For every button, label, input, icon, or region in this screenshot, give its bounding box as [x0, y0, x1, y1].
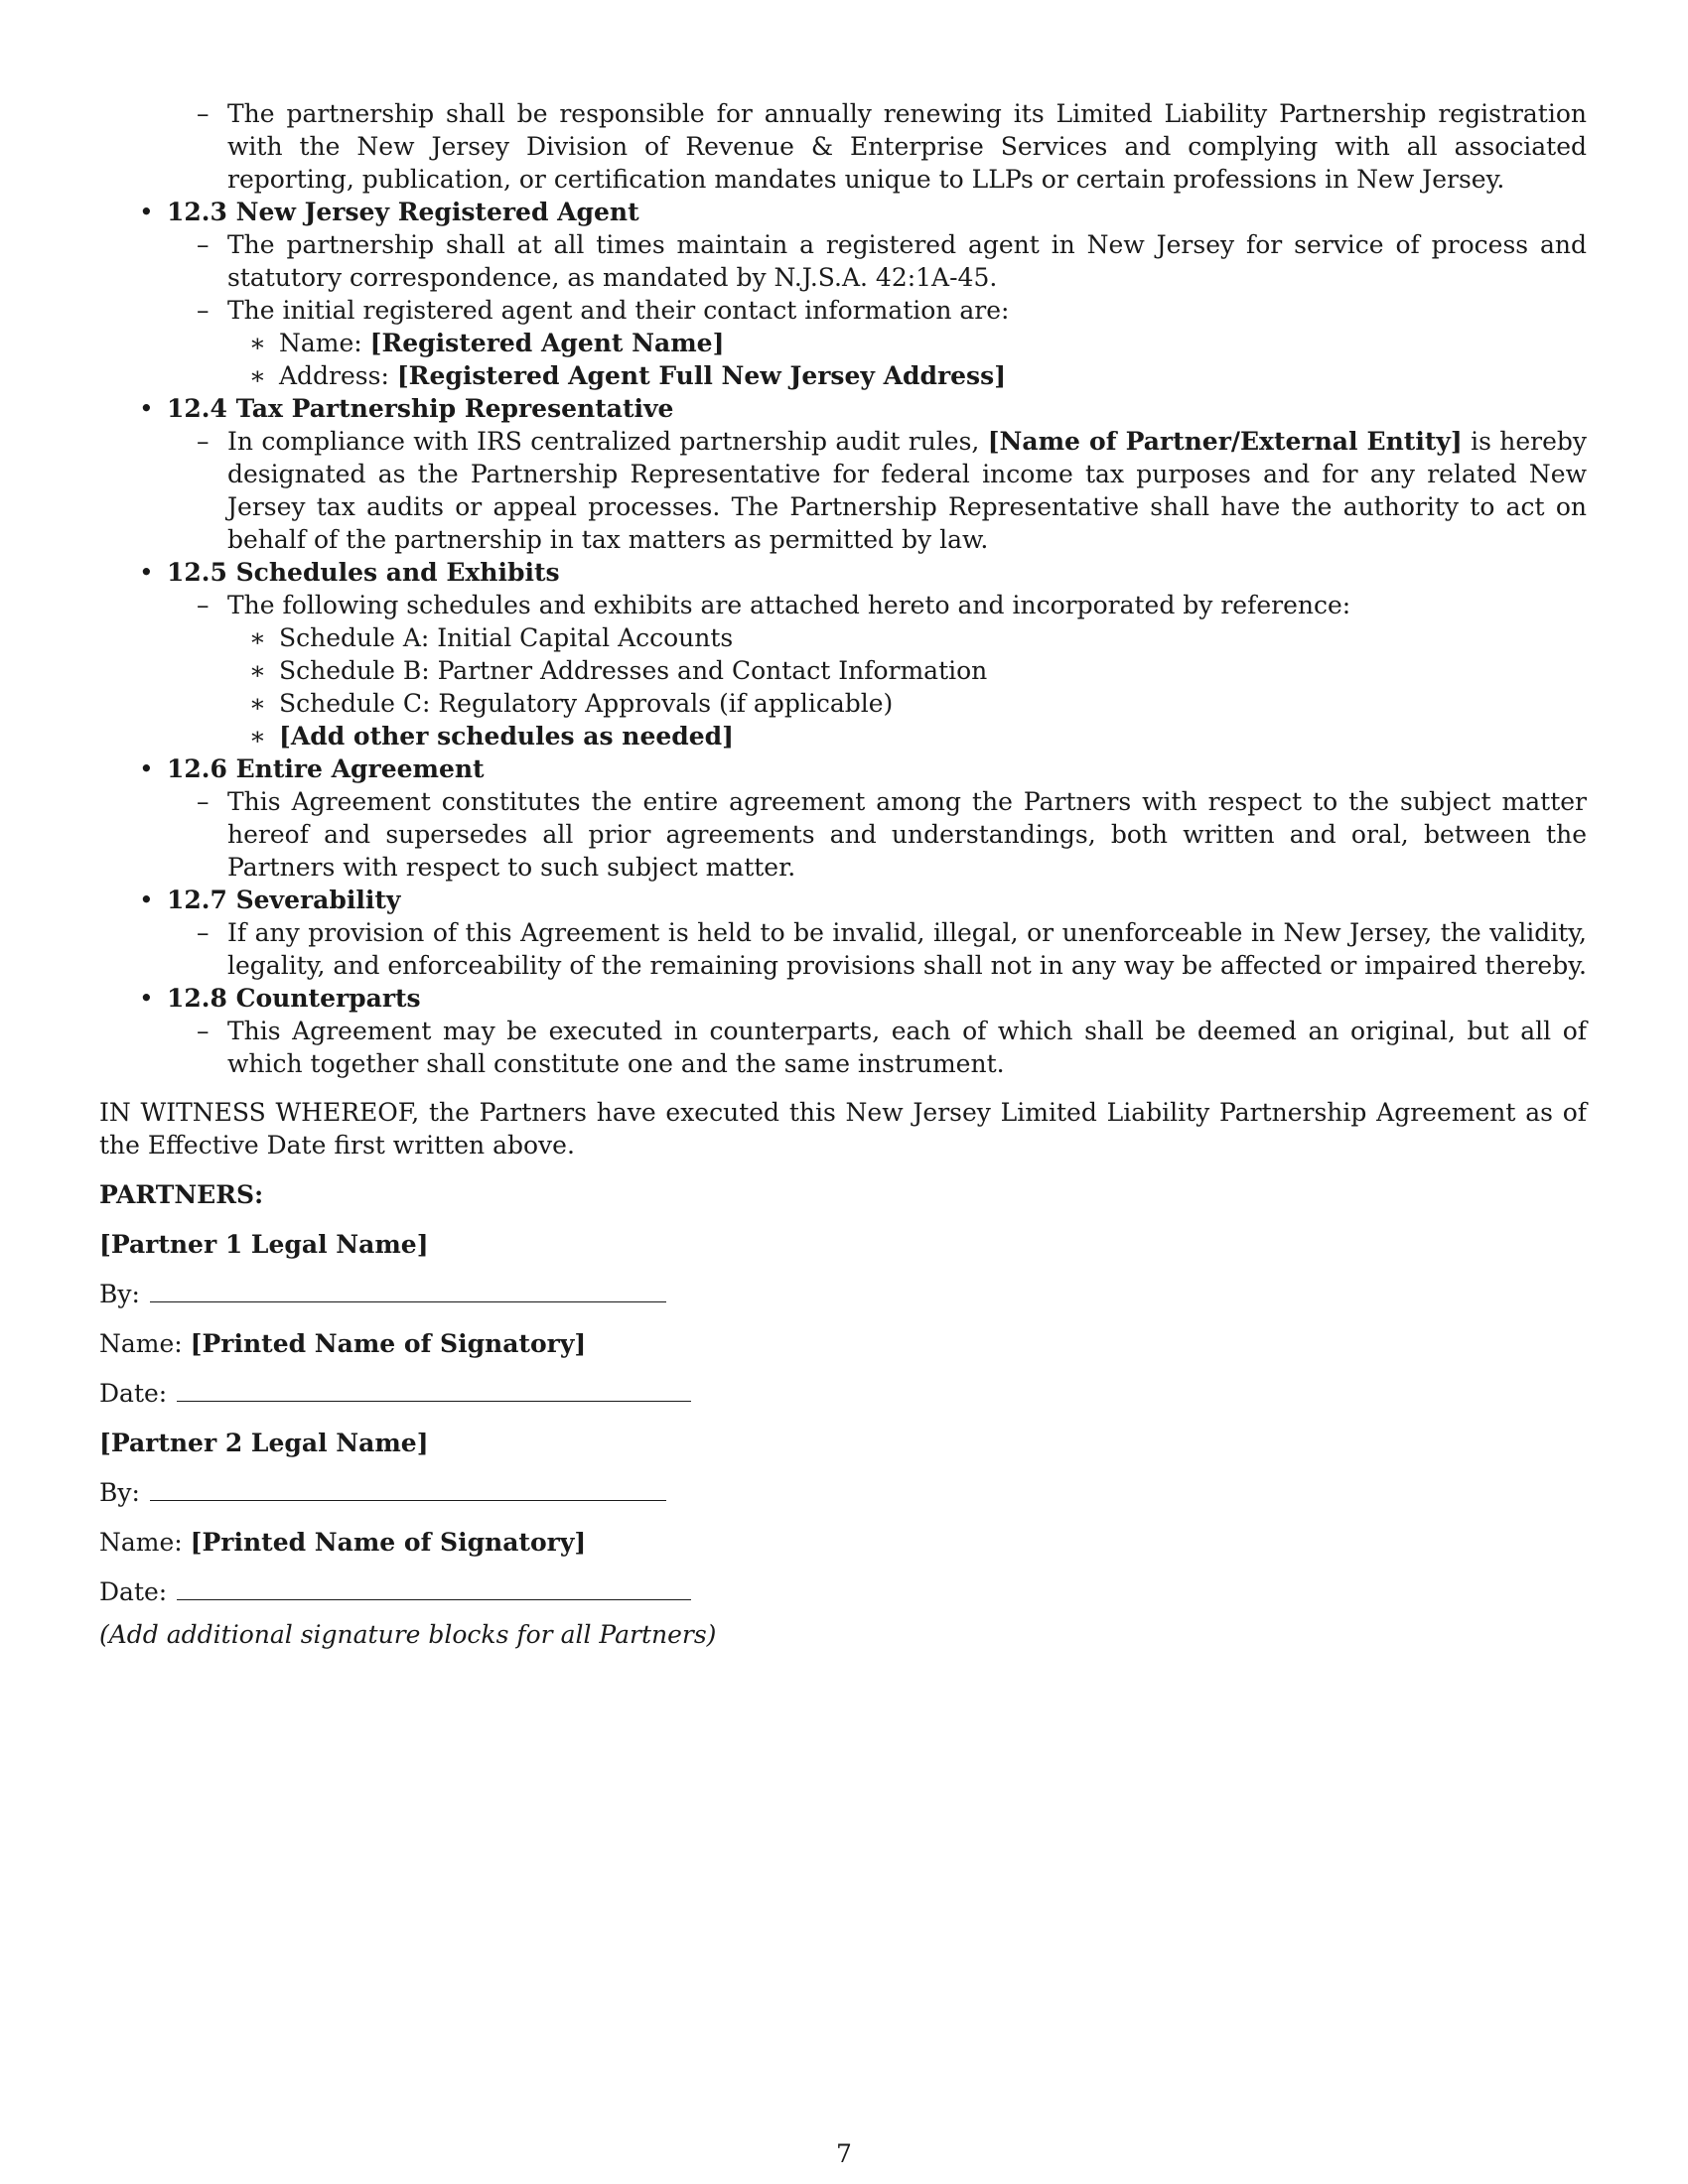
schedule-item	[99, 720, 1587, 752]
bullet-marker: •	[139, 754, 154, 783]
star-marker: ∗	[249, 722, 266, 751]
list-item-text: The initial registered agent and their contact information are:	[227, 296, 1010, 325]
list-item	[99, 97, 1587, 196]
section-heading-12-8	[99, 982, 1587, 1015]
name-label: Name:	[99, 1329, 183, 1358]
section-heading-12-7	[99, 884, 1587, 916]
schedule-item	[99, 654, 1587, 687]
section-heading-12-4	[99, 392, 1587, 425]
signatory-name-placeholder: [Printed Name of Signatory]	[190, 1528, 587, 1557]
list-item-text: In compliance with IRS centralized partnership audit rules,	[227, 427, 980, 456]
list-item	[99, 589, 1587, 621]
star-marker: ∗	[249, 361, 266, 390]
bullet-marker: •	[139, 984, 154, 1013]
signatory-name-placeholder: [Printed Name of Signatory]	[190, 1329, 587, 1358]
section-heading-text: 12.5 Schedules and Exhibits	[167, 558, 560, 587]
section-heading-text: 12.3 New Jersey Registered Agent	[167, 198, 639, 226]
partner-name	[99, 1228, 1587, 1261]
dash-marker: –	[197, 1017, 210, 1045]
dash-marker: –	[197, 99, 210, 128]
witness-paragraph: IN WITNESS WHEREOF, the Partners have executed this New Jersey Limited Liability Partnership Agreement as of the Effective Date first written above.	[99, 1098, 1587, 1160]
dash-marker: –	[197, 787, 210, 816]
signatory-name-line	[99, 1526, 1587, 1559]
page-number: 7	[836, 2139, 852, 2168]
section-heading-text: 12.4 Tax Partnership Representative	[167, 394, 674, 423]
dash-marker: –	[197, 591, 210, 619]
section-heading-12-3	[99, 196, 1587, 228]
dash-marker: –	[197, 918, 210, 947]
list-item	[99, 228, 1587, 294]
list-item-text: The partnership shall at all times maintain a registered agent in New Jersey for service of process and statutory correspondence, as mandated by N.J.S.A. 42:1A-45.	[227, 230, 1587, 292]
signature-note: (Add additional signature blocks for all Partners)	[99, 1620, 717, 1649]
bullet-marker: •	[139, 886, 154, 914]
list-item-text: This Agreement may be executed in counterparts, each of which shall be deemed an original, but all of which together shall constitute one and the same instrument.	[227, 1017, 1587, 1078]
signatory-name-line	[99, 1327, 1587, 1360]
name-label: Name:	[99, 1528, 183, 1557]
signature-date-line	[99, 1377, 1587, 1410]
date-label: Date:	[99, 1379, 168, 1408]
star-marker: ∗	[249, 623, 266, 652]
schedule-text: Schedule B: Partner Addresses and Contact Information	[279, 656, 988, 685]
dash-marker: –	[197, 296, 210, 325]
dash-marker: –	[197, 230, 210, 259]
list-item-text: The following schedules and exhibits are attached hereto and incorporated by reference:	[227, 591, 1351, 619]
list-item-text: This Agreement constitutes the entire agreement among the Partners with respect to the subject matter hereof and supersedes all prior agreements and understandings, both written and oral, between the Partners with respect to such subject matter.	[227, 787, 1587, 882]
sub-list-item-agent-name	[99, 327, 1587, 359]
dash-marker: –	[197, 427, 210, 456]
bullet-marker: •	[139, 558, 154, 587]
signature-line	[150, 1280, 666, 1302]
agent-name-label: Name:	[279, 329, 362, 357]
list-item	[99, 916, 1587, 982]
list-item	[99, 294, 1587, 327]
date-line	[177, 1577, 691, 1600]
signature-by-line	[99, 1278, 1587, 1310]
star-marker: ∗	[249, 656, 266, 685]
signature-line	[150, 1478, 666, 1501]
list-item	[99, 425, 1587, 556]
date-line	[177, 1379, 691, 1402]
agent-address-label: Address:	[279, 361, 389, 390]
by-label: By:	[99, 1280, 140, 1308]
list-item	[99, 1015, 1587, 1080]
star-marker: ∗	[249, 689, 266, 718]
schedule-text: Schedule C: Regulatory Approvals (if applicable)	[279, 689, 894, 718]
schedule-text: Schedule A: Initial Capital Accounts	[279, 623, 734, 652]
bullet-marker: •	[139, 198, 154, 226]
star-marker: ∗	[249, 329, 266, 357]
section-heading-12-6	[99, 752, 1587, 785]
agent-address-placeholder: [Registered Agent Full New Jersey Address]	[396, 361, 1007, 390]
section-heading-12-5	[99, 556, 1587, 589]
agent-name-placeholder: [Registered Agent Name]	[369, 329, 725, 357]
sub-list-item-agent-address	[99, 359, 1587, 392]
signature-date-line	[99, 1575, 1587, 1608]
bullet-marker: •	[139, 394, 154, 423]
list-item-text: If any provision of this Agreement is held to be invalid, illegal, or unenforceable in New Jersey, the validity, legality, and enforceability of the remaining provisions shall not in any way be affected or impaired thereby.	[227, 918, 1587, 980]
partners-heading: PARTNERS:	[99, 1180, 264, 1209]
schedule-item	[99, 687, 1587, 720]
by-label: By:	[99, 1478, 140, 1507]
list-item-text: is hereby designated as the Partnership Representative for federal income tax purposes and for any related New Jersey tax audits or appeal processes. The Partnership Representative shall have the authority to act on behalf of the partnership in tax matters as permitted by law.	[227, 427, 1588, 554]
list-item-text: The partnership shall be responsible for annually renewing its Limited Liability Partnership registration with the New Jersey Division of Revenue & Enterprise Services and complying with all associated reporting, publication, or certification mandates unique to LLPs or certain professions in New Jersey.	[227, 99, 1587, 194]
schedule-placeholder: [Add other schedules as needed]	[279, 722, 734, 751]
date-label: Date:	[99, 1577, 168, 1606]
section-heading-text: 12.7 Severability	[167, 886, 401, 914]
partner-name-text: [Partner 1 Legal Name]	[99, 1230, 429, 1259]
partner-name-text: [Partner 2 Legal Name]	[99, 1429, 429, 1457]
signature-by-line	[99, 1476, 1587, 1509]
section-heading-text: 12.8 Counterparts	[167, 984, 421, 1013]
document-page	[99, 97, 1587, 1651]
partner-name	[99, 1427, 1587, 1459]
list-item	[99, 785, 1587, 884]
representative-placeholder: [Name of Partner/External Entity]	[987, 427, 1463, 456]
schedule-item	[99, 621, 1587, 654]
section-heading-text: 12.6 Entire Agreement	[167, 754, 485, 783]
